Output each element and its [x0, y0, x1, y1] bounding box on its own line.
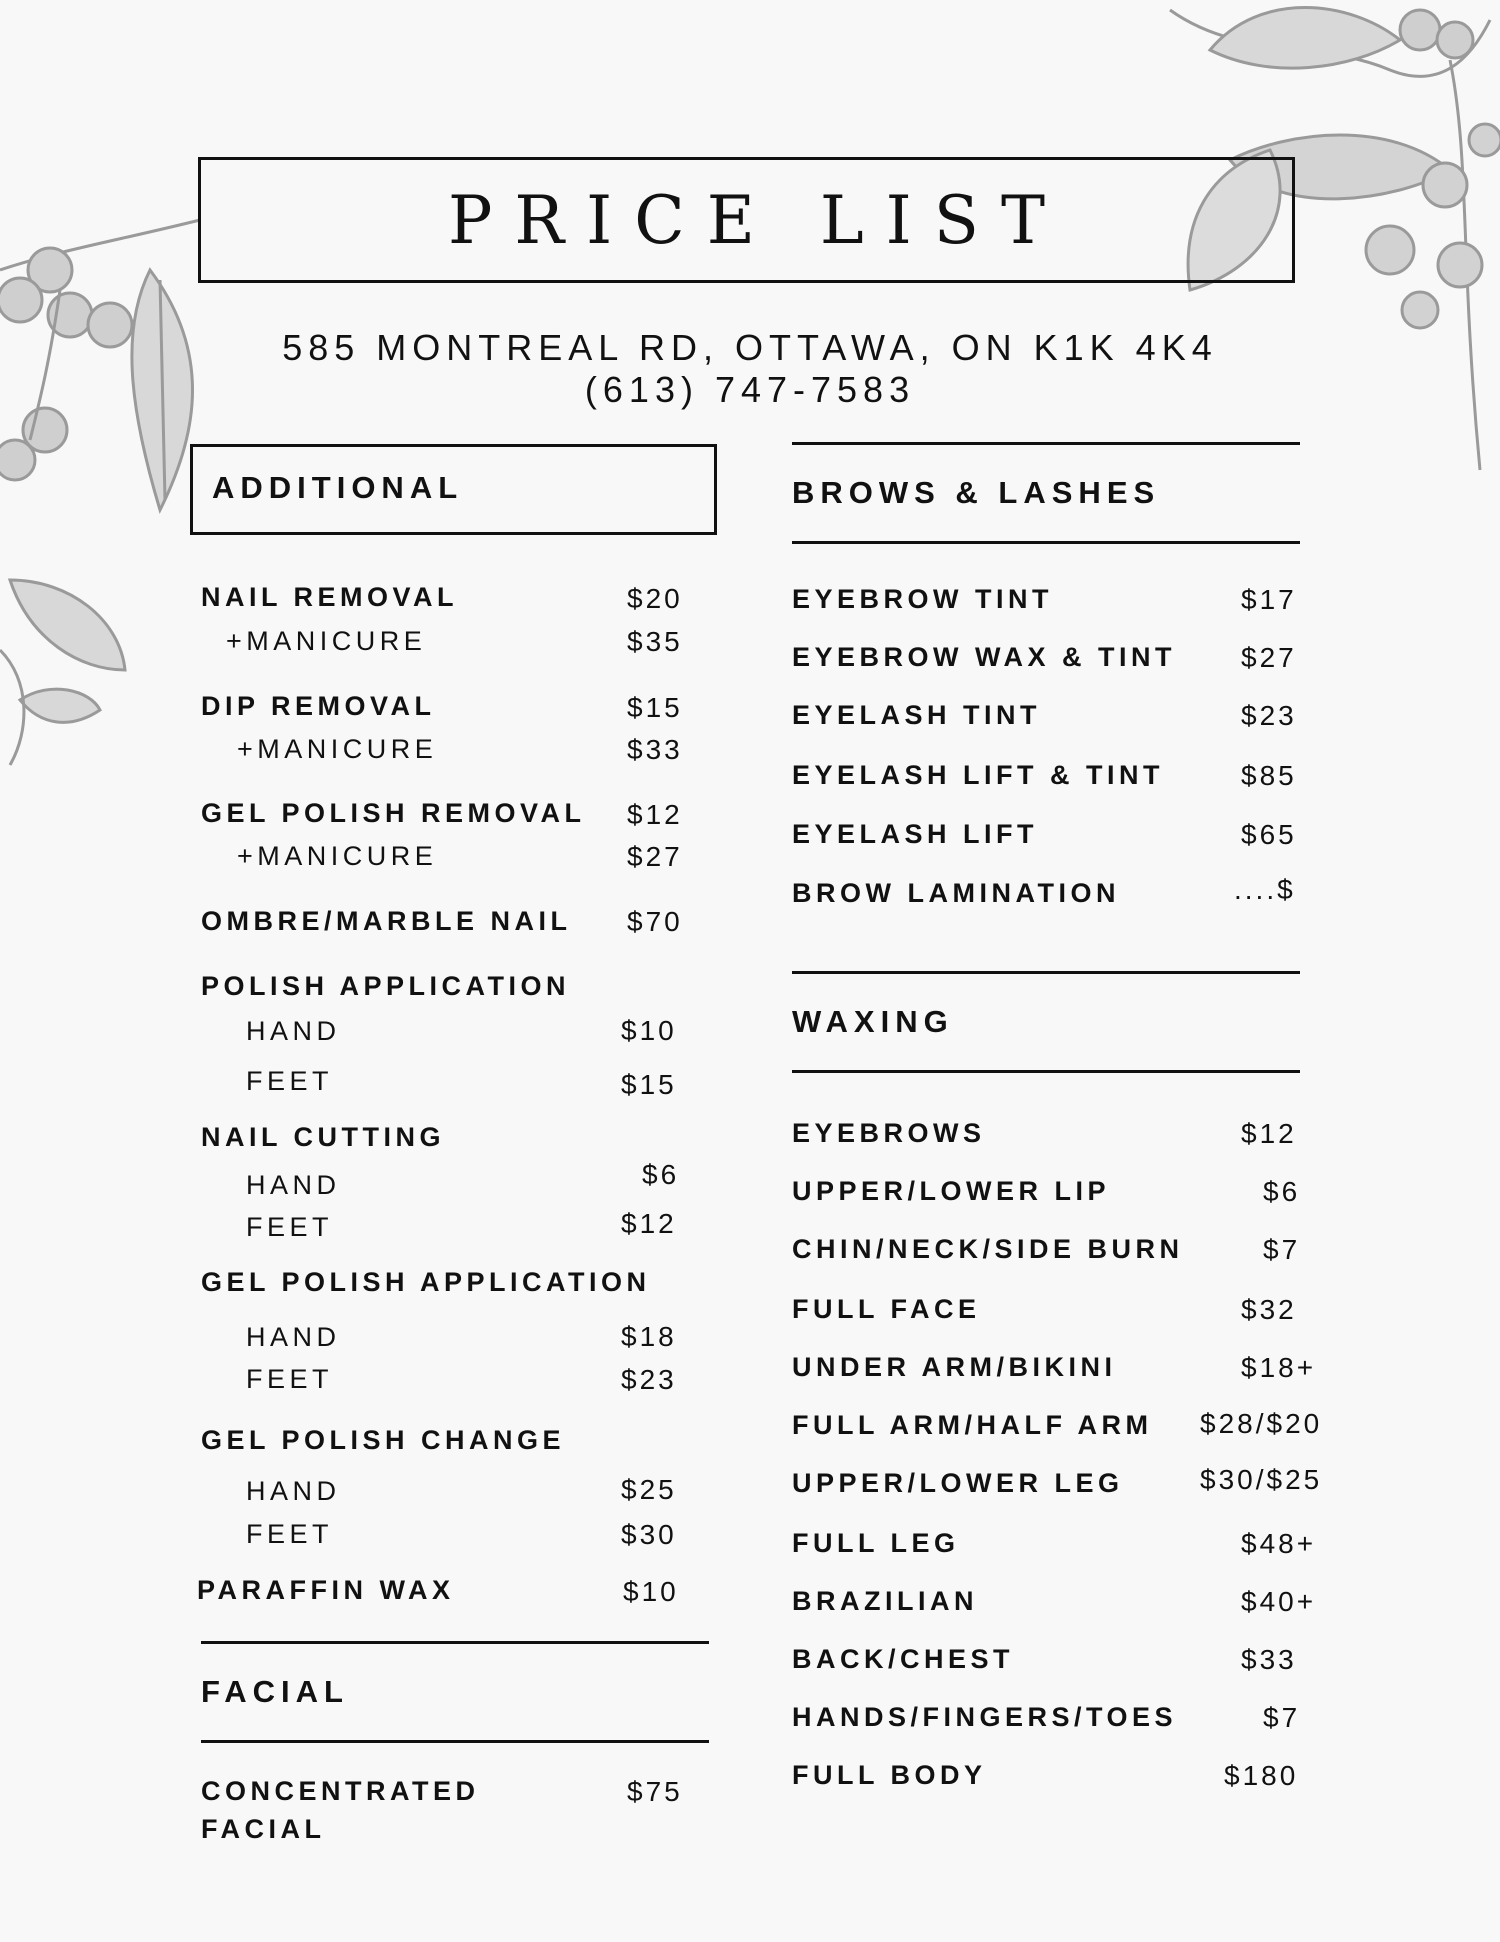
waxing-item-price: $7: [1263, 1234, 1301, 1265]
gel-polish-application-feet-price: $23: [621, 1364, 677, 1395]
brows-item-name: EYEBROW TINT: [792, 584, 1053, 614]
waxing-item-price: $18+: [1241, 1352, 1317, 1383]
waxing-item-name: BACK/CHEST: [792, 1644, 1015, 1674]
gel-polish-change-feet-price: $30: [621, 1519, 677, 1550]
concentrated-facial-price: $75: [627, 1776, 683, 1807]
brows-top-rule: [792, 442, 1300, 445]
nail-removal-manicure: +MANICURE: [226, 626, 427, 656]
gel-polish-change-feet: FEET: [246, 1519, 334, 1549]
gel-polish-application-hand: HAND: [246, 1322, 341, 1352]
dip-removal-price: $15: [627, 692, 683, 723]
waxing-item-name: FULL FACE: [792, 1294, 981, 1324]
title-frame: [198, 157, 1295, 283]
brows-heading: BROWS & LASHES: [792, 475, 1161, 510]
facial-bottom-rule: [201, 1740, 709, 1743]
waxing-item-name: FULL BODY: [792, 1760, 987, 1790]
brows-item-price: $65: [1241, 819, 1297, 850]
waxing-item-name: CHIN/NECK/SIDE BURN: [792, 1234, 1184, 1264]
waxing-item-price: $33: [1241, 1644, 1297, 1675]
nail-cutting-feet-price: $12: [621, 1208, 677, 1239]
dip-removal-manicure-price: $33: [627, 734, 683, 765]
polish-application-hand-price: $10: [621, 1015, 677, 1046]
nail-cutting-hand: HAND: [246, 1170, 341, 1200]
waxing-item-name: FULL ARM/HALF ARM: [792, 1410, 1153, 1440]
waxing-item-price: $48+: [1241, 1528, 1317, 1559]
brows-item-price: ....$: [1234, 874, 1296, 905]
brows-item-price: $85: [1241, 760, 1297, 791]
gel-polish-removal-manicure-price: $27: [627, 841, 683, 872]
concentrated-facial-name-line2: FACIAL: [201, 1814, 326, 1844]
botanical-illustration-left-lower: [0, 560, 140, 770]
waxing-item-name: UPPER/LOWER LEG: [792, 1468, 1124, 1498]
paraffin-wax-name: PARAFFIN WAX: [197, 1575, 455, 1605]
brows-item-price: $17: [1241, 584, 1297, 615]
waxing-bottom-rule: [792, 1070, 1300, 1073]
waxing-item-price: $6: [1263, 1176, 1301, 1207]
address: 585 MONTREAL RD, OTTAWA, ON K1K 4K4: [282, 327, 1218, 368]
brows-item-name: EYEBROW WAX & TINT: [792, 642, 1176, 672]
waxing-item-price: $7: [1263, 1702, 1301, 1733]
gel-polish-removal-manicure: +MANICURE: [237, 841, 438, 871]
waxing-item-name: HANDS/FINGERS/TOES: [792, 1702, 1178, 1732]
gel-polish-application-feet: FEET: [246, 1364, 334, 1394]
brows-item-price: $27: [1241, 642, 1297, 673]
brows-item-name: EYELASH LIFT: [792, 819, 1039, 849]
waxing-item-price: $28/$20: [1200, 1408, 1323, 1439]
brows-bottom-rule: [792, 541, 1300, 544]
waxing-item-name: FULL LEG: [792, 1528, 960, 1558]
waxing-heading: WAXING: [792, 1004, 954, 1039]
waxing-item-price: $32: [1241, 1294, 1297, 1325]
polish-application-feet: FEET: [246, 1066, 334, 1096]
gel-polish-change-name: GEL POLISH CHANGE: [201, 1425, 566, 1455]
waxing-item-name: UNDER ARM/BIKINI: [792, 1352, 1117, 1382]
gel-polish-removal-name: GEL POLISH REMOVAL: [201, 798, 586, 828]
nail-cutting-hand-price: $6: [642, 1159, 680, 1190]
paraffin-wax-price: $10: [623, 1576, 679, 1607]
polish-application-feet-price: $15: [621, 1069, 677, 1100]
nail-removal-name: NAIL REMOVAL: [201, 582, 459, 612]
facial-heading: FACIAL: [201, 1674, 349, 1709]
brows-item-price: $23: [1241, 700, 1297, 731]
polish-application-name: POLISH APPLICATION: [201, 971, 571, 1001]
waxing-item-price: $12: [1241, 1118, 1297, 1149]
concentrated-facial-name-line1: CONCENTRATED: [201, 1776, 480, 1806]
waxing-item-price: $40+: [1241, 1586, 1317, 1617]
facial-top-rule: [201, 1641, 709, 1644]
gel-polish-application-hand-price: $18: [621, 1321, 677, 1352]
nail-cutting-feet: FEET: [246, 1212, 334, 1242]
gel-polish-removal-price: $12: [627, 799, 683, 830]
waxing-item-price: $30/$25: [1200, 1464, 1323, 1495]
nail-removal-manicure-price: $35: [627, 626, 683, 657]
brows-item-name: EYELASH TINT: [792, 700, 1042, 730]
page-title: PRICE LIST: [448, 181, 1067, 259]
waxing-item-name: UPPER/LOWER LIP: [792, 1176, 1111, 1206]
dip-removal-manicure: +MANICURE: [237, 734, 438, 764]
ombre-name: OMBRE/MARBLE NAIL: [201, 906, 572, 936]
waxing-top-rule: [792, 971, 1300, 974]
waxing-item-name: BRAZILIAN: [792, 1586, 978, 1616]
brows-item-name: EYELASH LIFT & TINT: [792, 760, 1164, 790]
waxing-item-price: $180: [1224, 1760, 1299, 1791]
brows-item-name: BROW LAMINATION: [792, 878, 1120, 908]
polish-application-hand: HAND: [246, 1016, 341, 1046]
dip-removal-name: DIP REMOVAL: [201, 691, 436, 721]
gel-polish-change-hand-price: $25: [621, 1474, 677, 1505]
waxing-item-name: EYEBROWS: [792, 1118, 986, 1148]
nail-cutting-name: NAIL CUTTING: [201, 1122, 445, 1152]
ombre-price: $70: [627, 906, 683, 937]
phone: (613) 747-7583: [584, 369, 916, 410]
gel-polish-application-name: GEL POLISH APPLICATION: [201, 1267, 651, 1297]
additional-heading: ADDITIONAL: [212, 470, 464, 505]
nail-removal-price: $20: [627, 583, 683, 614]
gel-polish-change-hand: HAND: [246, 1476, 341, 1506]
